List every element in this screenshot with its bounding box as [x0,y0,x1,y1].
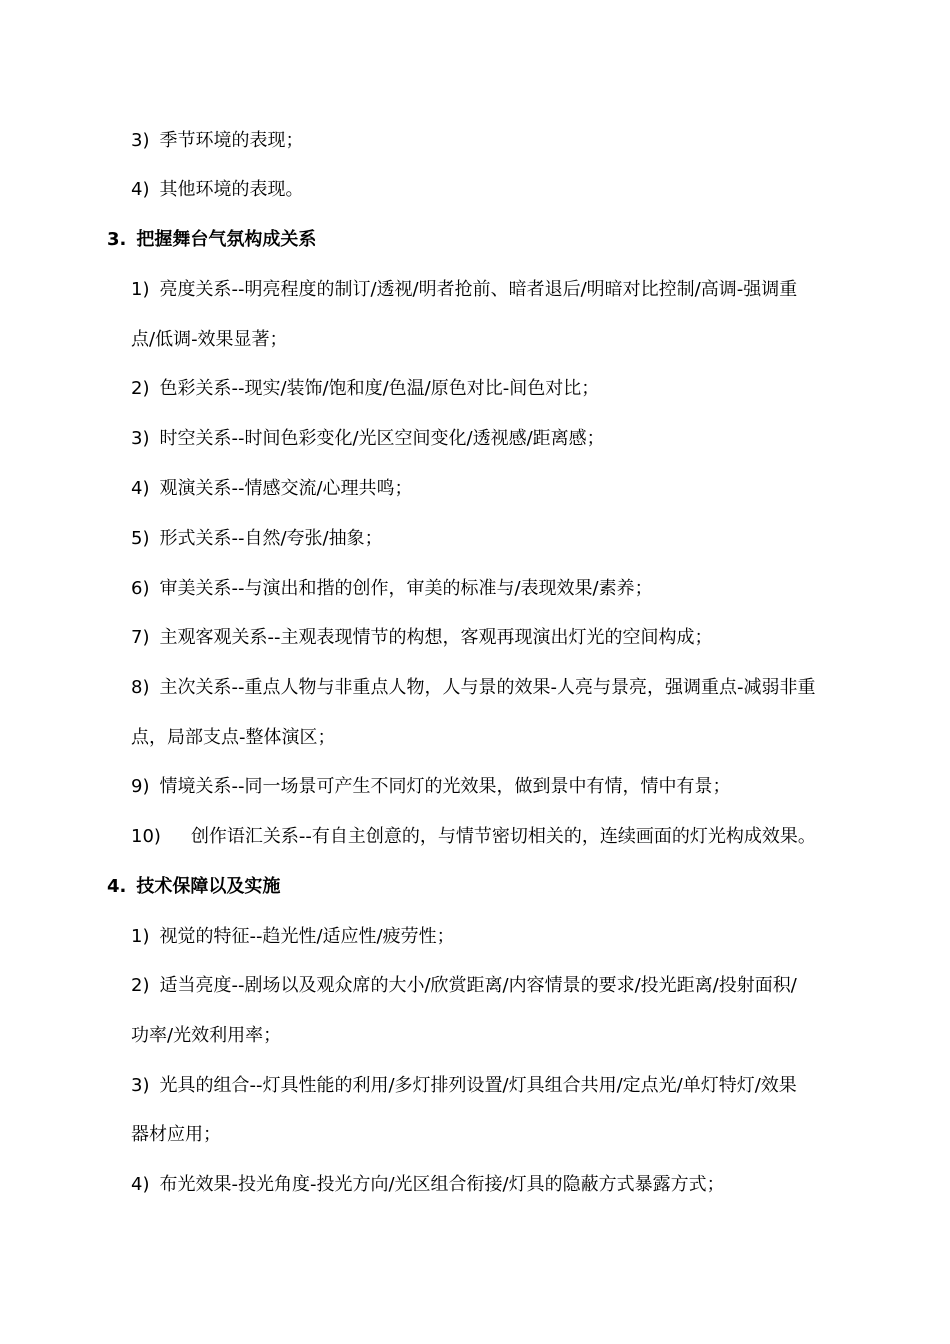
item-text: 光具的组合--灯具性能的利用/多灯排列设置/灯具组合共用/定点光/单灯特灯/效果 [159,1075,797,1096]
list-item [0,425,605,453]
item-number: 9) [131,776,150,797]
item-text: 情境关系--同一场景可产生不同灯的光效果，做到景中有情，情中有景； [159,776,731,797]
item-text: 功率/光效利用率； [131,1025,282,1046]
item-text: 色彩关系--现实/装饰/饱和度/色温/原色对比-间色对比； [159,378,600,399]
heading-number: 3. [107,229,127,250]
list-item [0,575,653,603]
item-number: 1) [131,279,150,300]
list-item [0,127,303,155]
item-number: 4) [131,478,150,499]
item-number: 1) [131,926,150,947]
item-text: 点/低调-效果显著； [131,329,288,350]
item-text: 点，局部支点-整体演区； [131,727,336,748]
list-item [0,823,816,851]
section-heading [0,873,280,901]
list-item-continuation [0,1022,281,1050]
list-item [0,624,712,652]
item-number: 3) [131,130,150,151]
item-number: 4) [131,179,150,200]
list-item [0,972,797,1000]
list-item-continuation [0,1121,221,1149]
list-item [0,1171,725,1199]
item-number: 4) [131,1174,150,1195]
heading-text: 技术保障以及实施 [136,876,281,897]
item-text: 布光效果-投光角度-投光方向/光区组合衔接/灯具的隐蔽方式暴露方式； [159,1174,725,1195]
list-item-continuation [0,326,288,354]
item-text: 主次关系--重点人物与非重点人物，人与景的效果-人亮与景亮，强调重点-减弱非重 [159,677,816,698]
item-text: 观演关系--情感交流/心理共鸣； [159,478,413,499]
item-text: 器材应用； [131,1124,221,1145]
item-text: 亮度关系--明亮程度的制订/透视/明者抢前、暗者退后/明暗对比控制/高调-强调重 [159,279,798,300]
item-number: 3) [131,1075,150,1096]
item-number: 2) [131,975,150,996]
item-number: 3) [131,428,150,449]
item-number: 2) [131,378,150,399]
item-text: 审美关系--与演出和揩的创作，审美的标准与/表现效果/素养； [159,578,653,599]
list-item-continuation [0,724,336,752]
list-item [0,525,383,553]
item-number: 5) [131,528,150,549]
heading-number: 4. [107,876,127,897]
list-item [0,1072,797,1100]
item-number: 8) [131,677,150,698]
section-heading [0,226,316,254]
heading-text: 把握舞台气氛构成关系 [136,229,317,250]
list-item [0,276,797,304]
item-text: 适当亮度--剧场以及观众席的大小/欣赏距离/内容情景的要求/投光距离/投射面积/ [159,975,797,996]
list-item [0,674,815,702]
list-item [0,923,455,951]
item-text: 季节环境的表现； [159,130,304,151]
item-number: 7) [131,627,150,648]
list-item [0,176,303,204]
item-number: 10) [131,826,161,847]
list-item [0,475,413,503]
item-text: 视觉的特征--趋光性/适应性/疲劳性； [159,926,455,947]
item-text: 时空关系--时间色彩变化/光区空间变化/透视感/距离感； [159,428,605,449]
item-text: 形式关系--自然/夸张/抽象； [159,528,383,549]
item-text: 其他环境的表现。 [159,179,304,200]
item-text: 创作语汇关系--有自主创意的，与情节密切相关的，连续画面的灯光构成效果。 [190,826,816,847]
list-item [0,773,730,801]
list-item [0,375,599,403]
item-number: 6) [131,578,150,599]
item-text: 主观客观关系--主观表现情节的构想，客观再现演出灯光的空间构成； [159,627,713,648]
